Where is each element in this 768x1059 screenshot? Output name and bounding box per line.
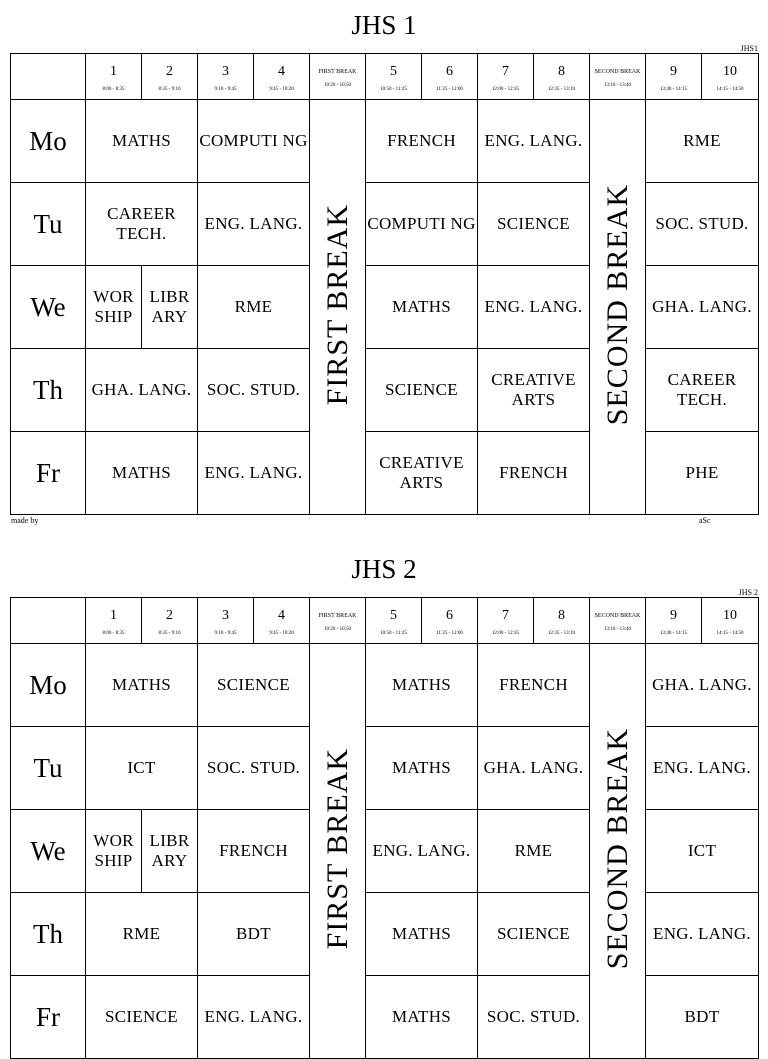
period-header: [702, 598, 759, 644]
lesson-cell: MATHS: [366, 266, 478, 349]
period-header: [198, 598, 254, 644]
break-header: [590, 54, 646, 100]
period-header: [142, 54, 198, 100]
lesson-cell: COMPUTI NG: [198, 100, 310, 183]
lesson-cell: GHA. LANG.: [646, 266, 759, 349]
break-header: [310, 598, 366, 644]
lesson-cell: FRENCH: [478, 644, 590, 727]
lesson-cell: SOC. STUD.: [478, 976, 590, 1059]
period-header: [86, 54, 142, 100]
period-header: [198, 54, 254, 100]
day-row-mo: [11, 644, 759, 727]
day-row-th: [11, 349, 759, 432]
lesson-cell: MATHS: [366, 976, 478, 1059]
made-by-label: made by: [11, 516, 39, 525]
lesson-cell: ENG. LANG.: [646, 893, 759, 976]
second-break-column: [590, 644, 646, 1059]
day-row-th: [11, 893, 759, 976]
period-time: 11:25 - 12:00: [436, 87, 463, 92]
break-time: 13:10 - 13:40: [604, 626, 631, 632]
lesson-cell: CREATIVE ARTS: [478, 349, 590, 432]
day-label: Tu: [11, 727, 86, 810]
period-time: 12:35 - 13:10: [548, 87, 575, 92]
day-row-we: [11, 810, 759, 893]
lesson-cell: GHA. LANG.: [478, 727, 590, 810]
period-header: [478, 54, 534, 100]
period-time: 12:00 - 12:35: [492, 631, 519, 636]
period-number: 4: [278, 64, 285, 79]
period-time: 10:50 - 11:25: [380, 631, 407, 636]
lesson-cell: MATHS: [86, 644, 198, 727]
first-break-label: FIRST BREAK: [320, 203, 354, 406]
lesson-cell: ENG. LANG.: [198, 976, 310, 1059]
lesson-cell: ICT: [86, 727, 198, 810]
lesson-cell: MATHS: [366, 893, 478, 976]
period-time: 8:35 - 9:10: [158, 631, 181, 636]
period-time: 13:40 - 14:15: [660, 87, 687, 92]
period-time: 9:10 - 9:45: [214, 87, 237, 92]
lesson-cell: COMPUTI NG: [366, 183, 478, 266]
period-header: [142, 598, 198, 644]
period-number: 1: [110, 64, 117, 79]
period-header: [422, 54, 478, 100]
lesson-cell: LIBR ARY: [142, 266, 198, 349]
lesson-cell: ENG. LANG.: [198, 183, 310, 266]
period-time: 10:50 - 11:25: [380, 87, 407, 92]
header-row: [11, 54, 759, 100]
first-break-label: FIRST BREAK: [320, 747, 354, 950]
period-number: 4: [278, 608, 285, 623]
period-time: 9:10 - 9:45: [214, 631, 237, 636]
period-number: 6: [446, 64, 453, 79]
period-header: [478, 598, 534, 644]
break-time: 10:20 - 10:50: [324, 626, 351, 632]
lesson-cell: CAREER TECH.: [86, 183, 198, 266]
break-header: [310, 54, 366, 100]
corner-cell: [11, 54, 86, 100]
lesson-cell: GHA. LANG.: [86, 349, 198, 432]
period-header: [534, 54, 590, 100]
break-label: FIRST BREAK: [318, 68, 357, 75]
lesson-cell: FRENCH: [198, 810, 310, 893]
period-time: 9:45 - 10:20: [269, 87, 294, 92]
day-label: Fr: [11, 976, 86, 1059]
day-label: Th: [11, 893, 86, 976]
period-time: 14:15 - 14:50: [716, 87, 744, 92]
day-row-we: [11, 266, 759, 349]
day-row-tu: [11, 183, 759, 266]
second-break-label: SECOND BREAK: [600, 183, 634, 426]
lesson-cell: WOR SHIP: [86, 810, 142, 893]
lesson-cell: ICT: [646, 810, 759, 893]
period-number: 5: [390, 64, 397, 79]
day-row-mo: [11, 100, 759, 183]
period-number: 3: [222, 608, 229, 623]
period-header: [366, 598, 422, 644]
timetable-title-jhs2: JHS 2: [351, 554, 417, 584]
lesson-cell: MATHS: [366, 644, 478, 727]
lesson-cell: PHE: [646, 432, 759, 515]
lesson-cell: MATHS: [86, 100, 198, 183]
day-label: Mo: [11, 644, 86, 727]
period-number: 5: [390, 608, 397, 623]
lesson-cell: RME: [86, 893, 198, 976]
lesson-cell: SCIENCE: [86, 976, 198, 1059]
period-number: 8: [558, 64, 565, 79]
day-row-tu: [11, 727, 759, 810]
period-number: 2: [166, 64, 173, 79]
period-time: 8:35 - 9:10: [158, 87, 181, 92]
first-break-column: [310, 644, 366, 1059]
lesson-cell: ENG. LANG.: [478, 266, 590, 349]
lesson-cell: SOC. STUD.: [646, 183, 759, 266]
period-header: [702, 54, 759, 100]
class-tag-jhs1: JHS1: [740, 44, 758, 53]
period-time: 12:35 - 13:10: [548, 631, 575, 636]
day-label: We: [11, 266, 86, 349]
period-number: 9: [670, 608, 677, 623]
lesson-cell: FRENCH: [478, 432, 590, 515]
lesson-cell: CREATIVE ARTS: [366, 432, 478, 515]
day-row-fr: [11, 976, 759, 1059]
lesson-cell: SCIENCE: [478, 893, 590, 976]
lesson-cell: CAREER TECH.: [646, 349, 759, 432]
period-time: 9:45 - 10:20: [269, 631, 294, 636]
corner-cell: [11, 598, 86, 644]
lesson-cell: ENG. LANG.: [478, 100, 590, 183]
period-time: 13:40 - 14:15: [660, 631, 687, 636]
lesson-cell: BDT: [646, 976, 759, 1059]
period-number: 9: [670, 64, 677, 79]
lesson-cell: RME: [646, 100, 759, 183]
lesson-cell: WOR SHIP: [86, 266, 142, 349]
second-break-column: [590, 100, 646, 515]
period-number: 7: [502, 64, 509, 79]
break-label: SECOND BREAK: [594, 68, 641, 75]
day-label: Th: [11, 349, 86, 432]
lesson-cell: SOC. STUD.: [198, 727, 310, 810]
timetable-title-jhs1: JHS 1: [351, 10, 417, 40]
day-row-fr: [11, 432, 759, 515]
lesson-cell: ENG. LANG.: [366, 810, 478, 893]
period-header: [422, 598, 478, 644]
period-header: [86, 598, 142, 644]
period-header: [534, 598, 590, 644]
break-time: 13:10 - 13:40: [604, 82, 631, 88]
break-label: FIRST BREAK: [318, 612, 357, 619]
lesson-cell: MATHS: [86, 432, 198, 515]
day-label: Fr: [11, 432, 86, 515]
period-header: [366, 54, 422, 100]
period-header: [254, 54, 310, 100]
lesson-cell: BDT: [198, 893, 310, 976]
lesson-cell: SCIENCE: [478, 183, 590, 266]
header-row: [11, 598, 759, 644]
lesson-cell: RME: [478, 810, 590, 893]
period-number: 2: [166, 608, 173, 623]
period-header: [646, 54, 702, 100]
lesson-cell: RME: [198, 266, 310, 349]
period-header: [646, 598, 702, 644]
brand-label: aSc: [699, 516, 711, 525]
lesson-cell: SOC. STUD.: [198, 349, 310, 432]
period-number: 6: [446, 608, 453, 623]
period-number: 3: [222, 64, 229, 79]
break-label: SECOND BREAK: [594, 612, 641, 619]
day-label: Tu: [11, 183, 86, 266]
lesson-cell: FRENCH: [366, 100, 478, 183]
lesson-cell: SCIENCE: [366, 349, 478, 432]
period-number: 10: [723, 608, 737, 623]
lesson-cell: SCIENCE: [198, 644, 310, 727]
lesson-cell: LIBR ARY: [142, 810, 198, 893]
timetable-jhs1: [10, 53, 759, 515]
period-number: 10: [723, 64, 737, 79]
period-number: 1: [110, 608, 117, 623]
first-break-column: [310, 100, 366, 515]
lesson-cell: GHA. LANG.: [646, 644, 759, 727]
period-time: 8:00 - 8:35: [102, 87, 125, 92]
period-time: 11:25 - 12:00: [436, 631, 463, 636]
period-time: 14:15 - 14:50: [716, 631, 744, 636]
break-time: 10:20 - 10:50: [324, 82, 351, 88]
lesson-cell: MATHS: [366, 727, 478, 810]
timetable-jhs2: [10, 597, 759, 1059]
class-tag-jhs2: JHS 2: [738, 588, 758, 597]
day-label: We: [11, 810, 86, 893]
period-number: 8: [558, 608, 565, 623]
second-break-label: SECOND BREAK: [600, 727, 634, 970]
period-time: 12:00 - 12:35: [492, 87, 519, 92]
period-time: 8:00 - 8:35: [102, 631, 125, 636]
lesson-cell: ENG. LANG.: [646, 727, 759, 810]
lesson-cell: ENG. LANG.: [198, 432, 310, 515]
day-label: Mo: [11, 100, 86, 183]
period-header: [254, 598, 310, 644]
break-header: [590, 598, 646, 644]
period-number: 7: [502, 608, 509, 623]
